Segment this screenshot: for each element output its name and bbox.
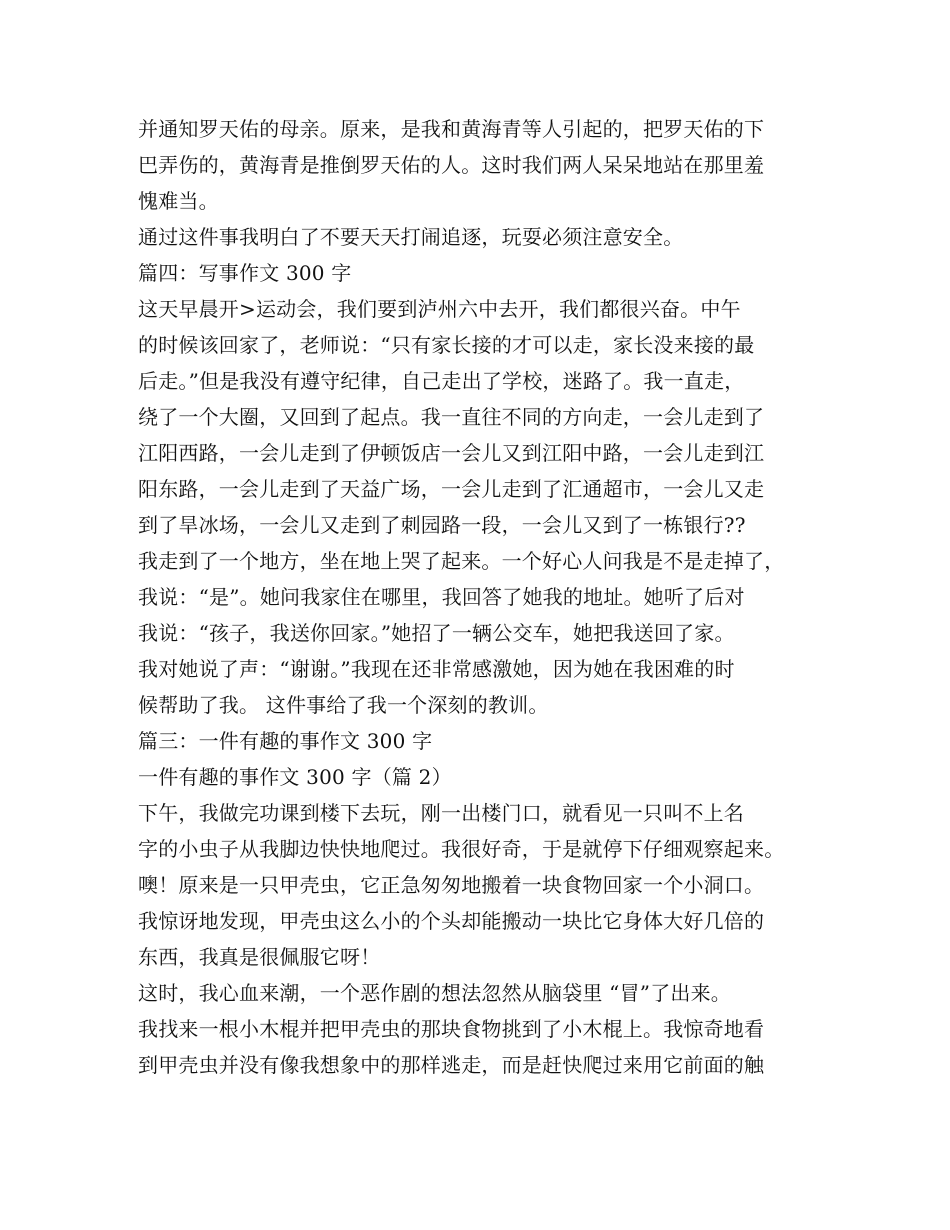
text-line: 我找来一根小木棍并把甲壳虫的那块食物挑到了小木棍上。我惊奇地看 — [138, 1017, 765, 1041]
text-line: 字的小虫子从我脚边快快地爬过。我很好奇，于是就停下仔细观察起来。 — [138, 837, 785, 861]
text-line: 阳东路，一会儿走到了天益广场，一会儿走到了汇通超市，一会儿又走 — [138, 477, 765, 501]
text-line: 这时，我心血来潮，一个恶作剧的想法忽然从脑袋里 “冒”了出来。 — [138, 981, 732, 1005]
text-line: 我惊讶地发现，甲壳虫这么小的个头却能搬动一块比它身体大好几倍的 — [138, 909, 765, 933]
text-line: 愧难当。 — [138, 189, 219, 213]
text-line: 巴弄伤的，黄海青是推倒罗天佑的人。这时我们两人呆呆地站在那里羞 — [138, 153, 765, 177]
text-line: 江阳西路，一会儿走到了伊顿饭店一会儿又到江阳中路，一会儿走到江 — [138, 441, 765, 465]
text-line: 我对她说了声：“谢谢。”我现在还非常感激她，因为她在我困难的时 — [138, 657, 735, 681]
section-heading: 篇四：写事作文 300 字 — [138, 261, 352, 285]
text-line: 噢！原来是一只甲壳虫，它正急匆匆地搬着一块食物回家一个小洞口。 — [138, 873, 765, 897]
subheading: 一件有趣的事作文 300 字（篇 2） — [138, 765, 452, 789]
text-line: 绕了一个大圈，又回到了起点。我一直往不同的方向走，一会儿走到了 — [138, 405, 765, 429]
text-line: 我说：“孩子，我送你回家。”她招了一辆公交车，她把我送回了家。 — [138, 621, 735, 645]
text-line: 我走到了一个地方，坐在地上哭了起来。一个好心人问我是不是走掉了， — [138, 549, 785, 573]
text-line: 这天早晨开>运动会，我们要到泸州六中去开，我们都很兴奋。中午 — [138, 297, 741, 321]
text-line: 并通知罗天佑的母亲。原来，是我和黄海青等人引起的，把罗天佑的下 — [138, 117, 765, 141]
text-line: 的时候该回家了，老师说：“只有家长接的才可以走，家长没来接的最 — [138, 333, 755, 357]
text-line: 到甲壳虫并没有像我想象中的那样逃走，而是赶快爬过来用它前面的触 — [138, 1053, 765, 1077]
text-line: 到了旱冰场，一会儿又走到了刺园路一段，一会儿又到了一栋银行?? — [138, 513, 746, 537]
text-line: 东西，我真是很佩服它呀！ — [138, 945, 381, 969]
text-line: 通过这件事我明白了不要天天打闹追逐，玩耍必须注意安全。 — [138, 225, 684, 249]
text-line: 候帮助了我。 这件事给了我一个深刻的教训。 — [138, 693, 549, 717]
section-heading: 篇三：一件有趣的事作文 300 字 — [138, 729, 433, 753]
text-line: 后走。”但是我没有遵守纪律，自己走出了学校，迷路了。我一直走， — [138, 369, 745, 393]
text-line: 我说：“是”。她问我家住在哪里，我回答了她我的地址。她听了后对 — [138, 585, 745, 609]
text-line: 下午，我做完功课到楼下去玩，刚一出楼门口，就看见一只叫不上名 — [138, 801, 744, 825]
